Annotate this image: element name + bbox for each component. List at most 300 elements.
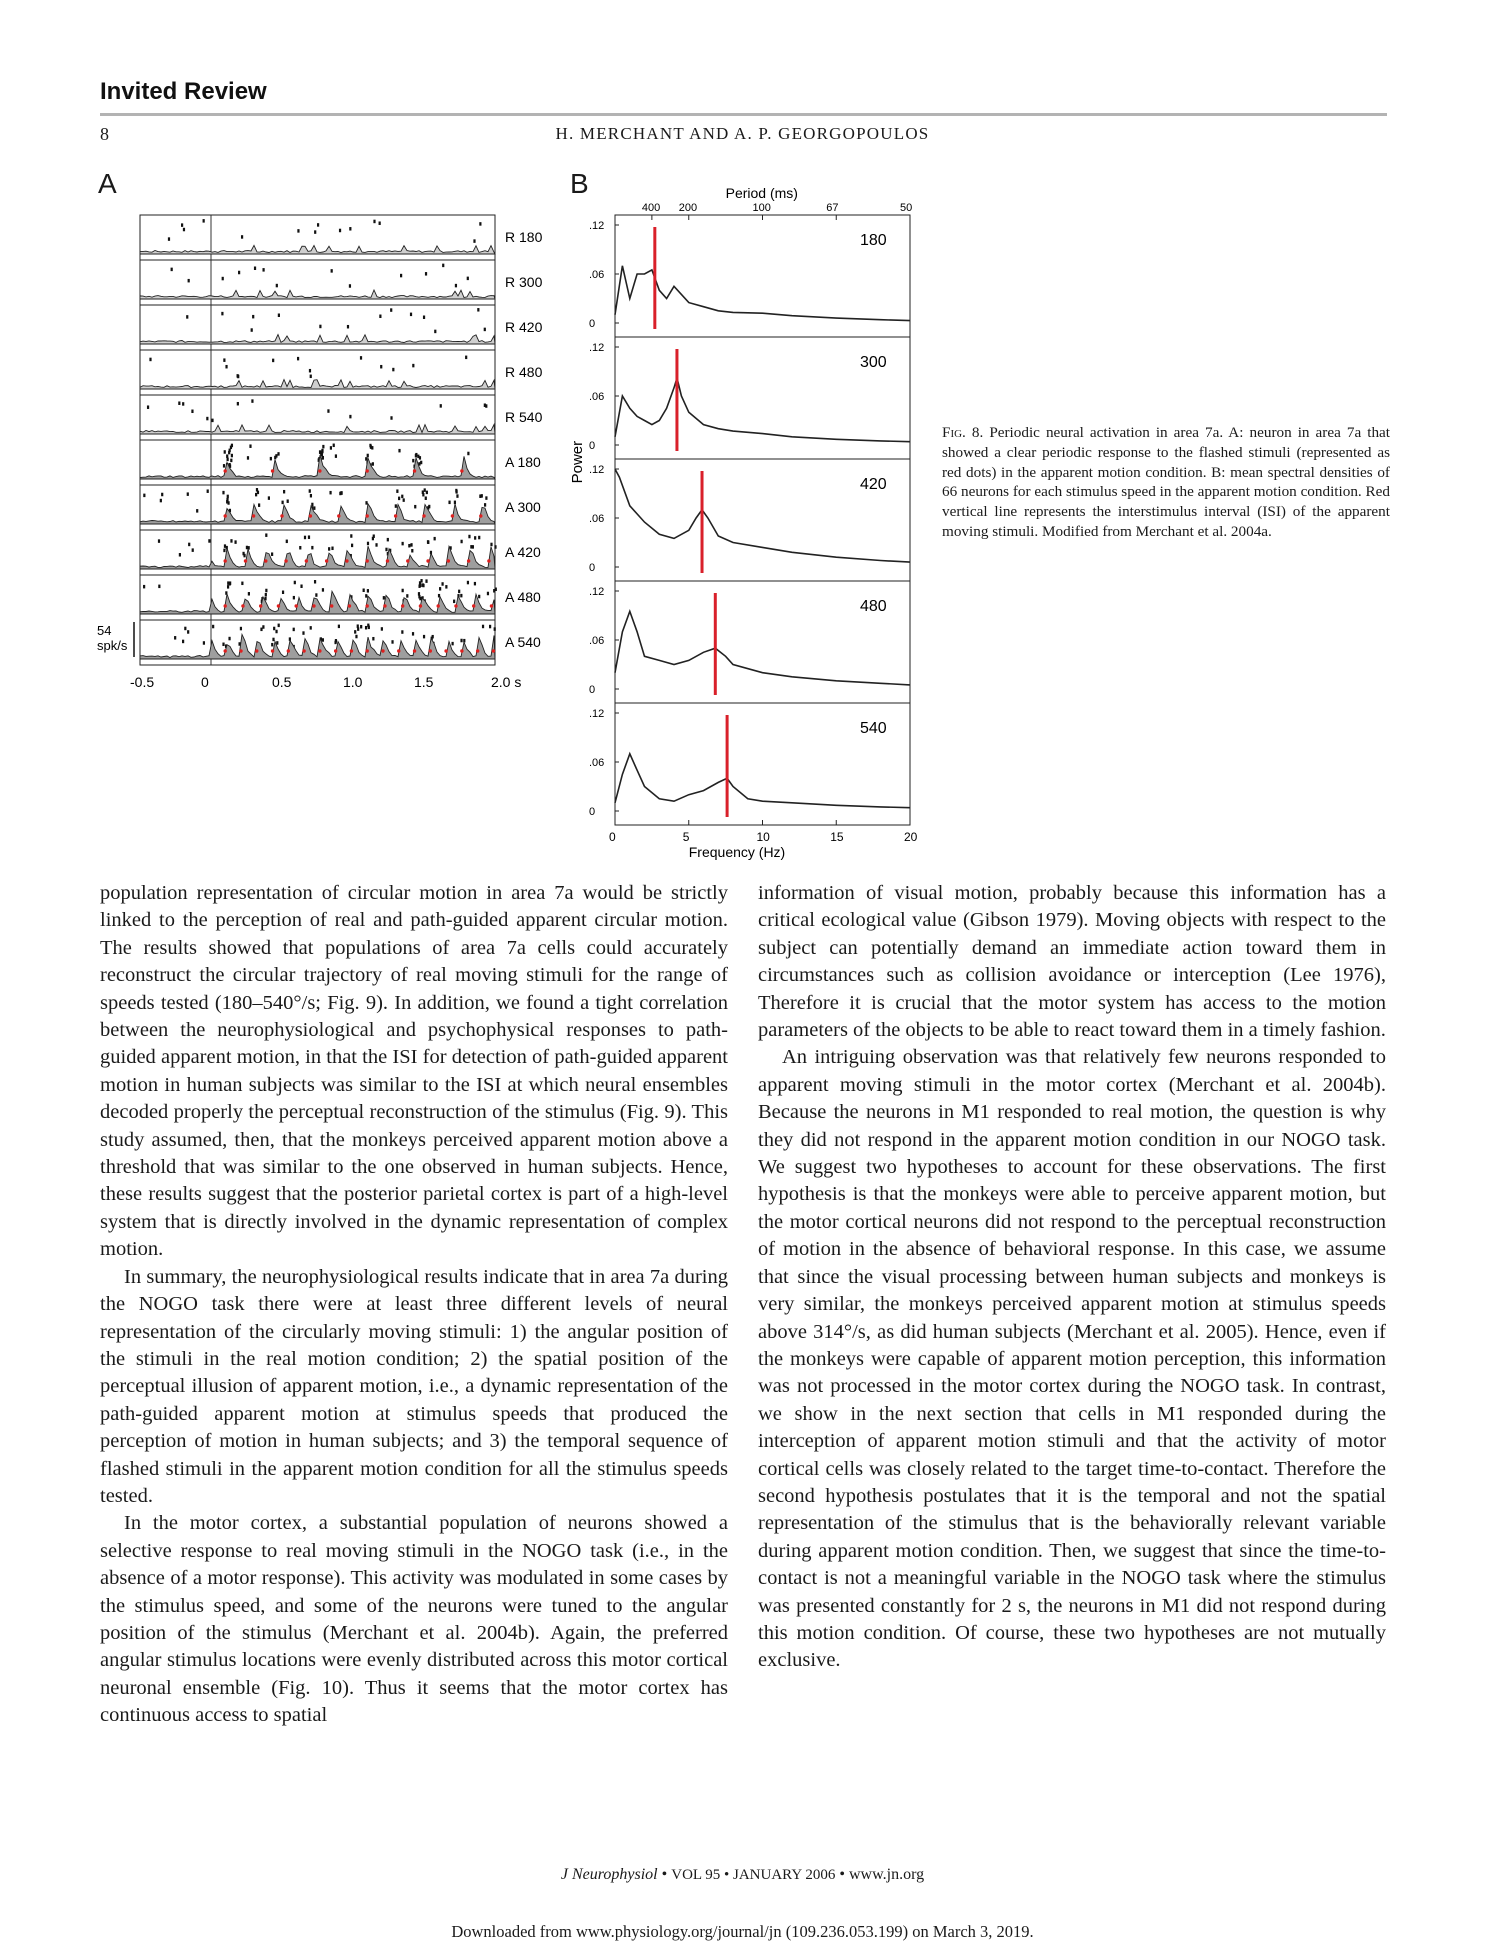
spike-tick [467, 277, 469, 281]
spike-tick [234, 540, 236, 544]
spike-tick [225, 365, 227, 369]
spike-tick [425, 272, 427, 276]
spike-tick [440, 404, 442, 408]
speed-label: 480 [860, 598, 887, 615]
stimulus-dot [422, 514, 425, 517]
spike-tick [258, 503, 260, 507]
spike-tick [412, 364, 414, 368]
stimulus-dot [467, 559, 470, 562]
top-tick-label: 100 [752, 202, 771, 214]
spike-tick [365, 594, 367, 598]
spike-tick [251, 399, 253, 403]
row-label: A 480 [505, 589, 541, 605]
spike-tick [455, 284, 457, 288]
stimulus-dot [366, 469, 369, 472]
spike-tick [360, 625, 362, 629]
spike-tick [268, 496, 270, 500]
spike-tick [252, 315, 254, 319]
spike-tick [335, 639, 337, 643]
spike-tick [477, 308, 479, 312]
spike-tick [474, 582, 476, 586]
firing-rate-histogram [140, 634, 495, 659]
spike-tick [278, 313, 280, 317]
spike-tick [270, 457, 272, 461]
spike-tick [460, 639, 462, 643]
scale-unit: spk/s [97, 638, 128, 653]
spike-tick [412, 632, 414, 636]
spike-tick [379, 221, 381, 225]
spike-tick [238, 271, 240, 275]
x-tick-label: 0.5 [272, 674, 292, 690]
x-tick-label: 1.0 [343, 674, 363, 690]
spike-tick [309, 369, 311, 373]
stimulus-dot [413, 649, 416, 652]
spike-tick [482, 625, 484, 629]
stimulus-dot [287, 649, 290, 652]
spike-tick [272, 359, 274, 363]
spike-tick [445, 585, 447, 589]
spike-tick [458, 590, 460, 594]
spike-tick [452, 642, 454, 646]
spike-tick [484, 503, 486, 507]
y-axis-label: Power [569, 440, 586, 484]
stimulus-dot [487, 559, 490, 562]
spike-tick [395, 504, 397, 508]
spike-tick [300, 584, 302, 588]
spike-tick [227, 585, 229, 589]
spike-tick [349, 227, 351, 231]
spike-tick [222, 643, 224, 647]
spike-tick [406, 594, 408, 598]
y-tick-label: .12 [589, 708, 605, 720]
y-tick-label: 0 [589, 806, 596, 818]
stimulus-dot [239, 649, 242, 652]
paragraph: information of visual motion, probably because this information has a critical ecological value (Gibson 1979). Moving objects with respect to the subject can potentially demand an immediate action toward them in circumstances such as collision avoidance or interception (Lee 1976), Therefore it is crucial that the motor system has access to the motion parameters of the objects to be able to react toward them in a timely fashion. [758, 882, 1386, 1042]
spike-tick [243, 554, 245, 558]
spike-tick [354, 630, 356, 634]
spike-tick [248, 592, 250, 596]
spike-tick [278, 624, 280, 628]
stimulus-dot [366, 649, 369, 652]
stimulus-dot [224, 469, 227, 472]
spike-tick [365, 501, 367, 505]
spike-tick [478, 536, 480, 540]
spike-tick [418, 584, 420, 588]
spike-tick [487, 592, 489, 596]
left-column [100, 880, 728, 1730]
stimulus-dot [479, 514, 482, 517]
y-tick-label: .06 [589, 391, 605, 403]
spike-tick [286, 540, 288, 544]
stimulus-dot [394, 514, 397, 517]
spike-tick [410, 543, 412, 547]
spike-tick [490, 543, 492, 547]
x-axis-label: Frequency (Hz) [688, 844, 786, 860]
spike-tick [313, 506, 315, 510]
spike-tick [223, 358, 225, 362]
spike-tick [479, 222, 481, 226]
spike-tick [319, 325, 321, 329]
caption-label: Fig. 8. [942, 424, 984, 441]
stimulus-dot [490, 604, 493, 607]
spike-tick [276, 284, 278, 288]
spike-tick [402, 542, 404, 546]
stimulus-dot [318, 469, 321, 472]
spike-tick [143, 585, 145, 589]
spike-tick [473, 239, 475, 243]
x-tick-label: 10 [756, 830, 770, 844]
spike-tick [149, 358, 151, 362]
spike-tick [297, 357, 299, 361]
firing-rate-histogram [140, 335, 495, 345]
spike-tick [322, 456, 324, 460]
stimulus-dot [429, 649, 432, 652]
spike-tick [402, 589, 404, 593]
y-tick-label: .06 [589, 269, 605, 281]
stimulus-dot [460, 469, 463, 472]
spike-tick [414, 505, 416, 509]
top-tick-label: 200 [678, 202, 698, 214]
spike-tick [310, 626, 312, 630]
spike-tick [381, 627, 383, 631]
stimulus-dot [255, 649, 258, 652]
spike-tick [372, 537, 374, 541]
spike-tick [188, 279, 190, 283]
spike-tick [372, 637, 374, 641]
spike-tick [161, 493, 163, 497]
spike-tick [186, 315, 188, 319]
spike-tick [241, 235, 243, 239]
spike-tick [143, 494, 145, 498]
spike-tick [390, 308, 392, 312]
spike-tick [184, 627, 186, 631]
spike-tick [370, 445, 372, 449]
spike-tick [230, 539, 232, 543]
spike-tick [396, 489, 398, 493]
spike-tick [297, 229, 299, 233]
spike-tick [392, 368, 394, 372]
spike-tick [391, 640, 393, 644]
stimulus-dot [271, 469, 274, 472]
spike-tick [468, 535, 470, 539]
spike-tick [191, 410, 193, 414]
spike-tick [425, 496, 427, 500]
spike-tick [227, 501, 229, 505]
spike-tick [454, 501, 456, 505]
stimulus-dot [224, 559, 227, 562]
spike-tick [192, 548, 194, 552]
x-tick-label: 5 [682, 830, 690, 844]
spike-tick [455, 489, 457, 493]
stimulus-dot [334, 649, 337, 652]
stimulus-dot [426, 559, 429, 562]
x-tick-label: 2.0 s [491, 674, 522, 690]
spike-tick [265, 589, 267, 593]
stimulus-dot [345, 559, 348, 562]
spike-tick [224, 450, 226, 454]
x-tick-label: -0.5 [130, 674, 155, 690]
spike-tick [283, 490, 285, 494]
spike-tick [442, 264, 444, 268]
spike-tick [265, 593, 267, 597]
spike-tick [237, 375, 239, 379]
spike-tick [314, 230, 316, 234]
stimulus-dot [492, 649, 495, 652]
spike-tick [372, 462, 374, 466]
top-tick-label: 50 [900, 202, 913, 214]
spike-tick [390, 416, 392, 420]
stimulus-dot [252, 514, 255, 517]
stimulus-dot [259, 604, 262, 607]
spike-tick [182, 402, 184, 406]
spike-tick [327, 409, 329, 413]
stimulus-dot [337, 514, 340, 517]
spike-tick [467, 581, 469, 585]
spike-tick [432, 635, 434, 639]
spike-tick [171, 268, 173, 272]
spike-tick [178, 401, 180, 405]
spike-tick [241, 582, 243, 586]
spike-tick [368, 626, 370, 630]
y-tick-label: 0 [589, 318, 596, 330]
firing-rate-histogram [140, 591, 495, 614]
stimulus-dot [401, 604, 404, 607]
spike-tick [294, 581, 296, 585]
spike-tick [441, 582, 443, 586]
spike-tick [262, 268, 264, 272]
y-tick-label: .06 [589, 635, 605, 647]
spike-tick [385, 548, 387, 552]
spike-tick [310, 494, 312, 498]
spike-tick [311, 546, 313, 550]
download-note: Downloaded from www.physiology.org/journal/jn (109.236.053.199) on March 3, 2019. [451, 1922, 1034, 1941]
x-tick-label: 20 [904, 830, 918, 844]
spike-tick [293, 628, 295, 632]
spike-tick [422, 583, 424, 587]
spike-tick [350, 534, 352, 538]
firing-rate-histogram [140, 290, 495, 299]
spike-tick [357, 624, 359, 628]
spike-tick [484, 328, 486, 332]
spike-tick [240, 627, 242, 631]
panel-a-label: A [98, 168, 117, 199]
spike-tick [282, 501, 284, 505]
spike-tick [489, 625, 491, 629]
spike-tick [203, 219, 205, 223]
spike-tick [398, 497, 400, 501]
spike-tick [274, 456, 276, 460]
firing-rate-histogram [140, 455, 495, 479]
spike-tick [331, 269, 333, 273]
row-label: R 420 [505, 319, 543, 335]
stimulus-dot [366, 559, 369, 562]
spike-tick [322, 588, 324, 592]
spike-tick [423, 316, 425, 320]
spike-tick [309, 489, 311, 493]
running-head: H. MERCHANT AND A. P. GEORGOPOULOS [555, 124, 930, 143]
spike-tick [299, 546, 301, 550]
spike-tick [418, 595, 420, 599]
y-tick-label: .06 [589, 757, 605, 769]
paragraph: In summary, the neurophysiological results indicate that in area 7a during the NOGO task there were at least three different levels of neural representation of the circularly moving stimuli: 1) the angular position of the stimuli in the real motion condition; 2) the spatial position of the perceptual illusion of apparent motion, i.e., a dynamic representation of the path-guided apparent motion at stimulus speeds that produced the perception of motion in human subjects; and 3) the temporal sequence of flashed stimuli in the apparent motion condition for all the stimulus speeds tested. [100, 1265, 728, 1507]
spike-tick [227, 495, 229, 499]
firing-rate-histogram [140, 504, 495, 524]
journal-name: J Neurophysiol [560, 1866, 658, 1883]
spike-tick [379, 315, 381, 319]
spike-tick [439, 587, 441, 591]
spike-tick [228, 637, 230, 641]
spike-tick [387, 538, 389, 542]
spike-tick [401, 495, 403, 499]
stimulus-dot [264, 559, 267, 562]
spike-tick [273, 627, 275, 631]
spike-tick [410, 313, 412, 317]
spike-tick [249, 444, 251, 448]
scale-value: 54 [97, 623, 112, 638]
spike-tick [229, 449, 231, 453]
x-tick-label: 15 [830, 830, 844, 844]
stimulus-dot [271, 649, 274, 652]
spike-tick [474, 536, 476, 540]
spike-tick [212, 625, 214, 629]
spike-tick [321, 450, 323, 454]
spike-tick [425, 579, 427, 583]
spike-tick [367, 454, 369, 458]
journal-footer: J Neurophysiol • VOL 95 • JANUARY 2006 • www.jn.org [560, 1866, 925, 1883]
stimulus-dot [325, 559, 328, 562]
section-label: Invited Review [100, 78, 267, 105]
spike-tick [221, 312, 223, 316]
stimulus-dot [312, 604, 315, 607]
spike-tick [484, 403, 486, 407]
spike-tick [365, 457, 367, 461]
spike-tick [158, 585, 160, 589]
spike-tick [465, 356, 467, 360]
stimulus-dot [305, 559, 308, 562]
speed-label: 300 [860, 354, 887, 371]
stimulus-dot [366, 604, 369, 607]
stimulus-dot [381, 649, 384, 652]
spike-tick [211, 419, 213, 423]
raster-figure [95, 185, 543, 690]
panel-b-label: B [570, 168, 589, 199]
spike-tick [206, 417, 208, 421]
spike-tick [398, 449, 400, 453]
y-tick-label: 0 [589, 562, 596, 574]
spike-tick [282, 591, 284, 595]
spike-tick [331, 547, 333, 551]
paragraph: population representation of circular motion in area 7a would be strictly linked to the perception of real and path-guided apparent circular motion. The results showed that populations of area 7a cells could accurately reconstruct the circular trajectory of real moving stimuli for the range of speeds tested (180–540°/s; Fig. 9). In addition, we found a tight correlation between the neurophysiological and psychophysical responses to path-guided apparent motion, in that the ISI for detection of path-guided apparent motion in human subjects was similar to the ISI at which neural ensembles decoded properly the perceptual reconstruction of the stimulus (Fig. 9). This study assumed, then, that the monkeys perceived apparent motion above a threshold that was similar to the one observed in human subjects. Hence, these results suggest that the posterior parietal cortex is part of a high-level system that is directly involved in the dynamic representation of complex motion. [100, 882, 728, 1261]
spike-tick [208, 539, 210, 543]
spike-tick [271, 643, 273, 647]
spike-tick [246, 546, 248, 550]
journal-url: www.jn.org [849, 1866, 925, 1883]
spike-tick [434, 537, 436, 541]
spike-tick [310, 375, 312, 379]
spike-tick [417, 455, 419, 459]
spike-tick [314, 580, 316, 584]
spike-tick [304, 536, 306, 540]
spike-tick [168, 237, 170, 241]
spike-tick [293, 596, 295, 600]
stimulus-dot [447, 559, 450, 562]
spectral-density-line [615, 266, 910, 321]
spike-tick [183, 228, 185, 232]
spike-tick [147, 405, 149, 409]
spectral-density-chart [569, 185, 920, 860]
spike-tick [179, 553, 181, 557]
page-number: 8 [100, 124, 109, 144]
spike-tick [329, 491, 331, 495]
spike-tick [415, 454, 417, 458]
spectral-density-line [615, 378, 910, 442]
stimulus-dot [460, 649, 463, 652]
stimulus-dot [224, 514, 227, 517]
spike-tick [319, 451, 321, 455]
spike-tick [222, 491, 224, 495]
spike-tick [448, 501, 450, 505]
top-tick-label: 400 [641, 202, 661, 214]
speed-label: 180 [860, 232, 887, 249]
spike-tick [287, 499, 289, 503]
firing-rate-histogram [140, 245, 495, 254]
spike-tick [351, 544, 353, 548]
spike-tick [260, 628, 262, 632]
y-tick-label: .06 [589, 513, 605, 525]
stimulus-dot [224, 604, 227, 607]
row-label: R 180 [505, 229, 543, 245]
spike-tick [222, 277, 224, 281]
speed-label: 420 [860, 476, 887, 493]
spike-tick [229, 582, 231, 586]
spike-tick [401, 630, 403, 634]
speed-label: 540 [860, 720, 887, 737]
spike-tick [182, 640, 184, 644]
stimulus-dot [241, 604, 244, 607]
spike-tick [322, 638, 324, 642]
stimulus-dot [406, 559, 409, 562]
spike-tick [254, 267, 256, 271]
spike-tick [223, 464, 225, 468]
spike-tick [456, 494, 458, 498]
spectral-density-line [615, 754, 910, 808]
stimulus-dot [383, 604, 386, 607]
stimulus-dot [419, 604, 422, 607]
stimulus-dot [451, 514, 454, 517]
spike-tick [434, 330, 436, 334]
spike-tick [365, 626, 367, 630]
spike-tick [367, 589, 369, 593]
spike-tick [227, 458, 229, 462]
spike-tick [355, 635, 357, 639]
spike-tick [160, 499, 162, 503]
spike-tick [187, 492, 189, 496]
row-label: R 540 [505, 409, 543, 425]
row-label: A 420 [505, 544, 541, 560]
y-tick-label: .12 [589, 342, 605, 354]
spike-tick [375, 543, 377, 547]
spike-tick [338, 625, 340, 629]
y-tick-label: .12 [589, 464, 605, 476]
stimulus-dot [444, 649, 447, 652]
spike-tick [340, 491, 342, 495]
spike-tick [335, 454, 337, 458]
spike-tick [460, 540, 462, 544]
stimulus-dot [309, 514, 312, 517]
spike-tick [400, 274, 402, 278]
spike-tick [349, 415, 351, 419]
y-tick-label: 0 [589, 440, 596, 452]
